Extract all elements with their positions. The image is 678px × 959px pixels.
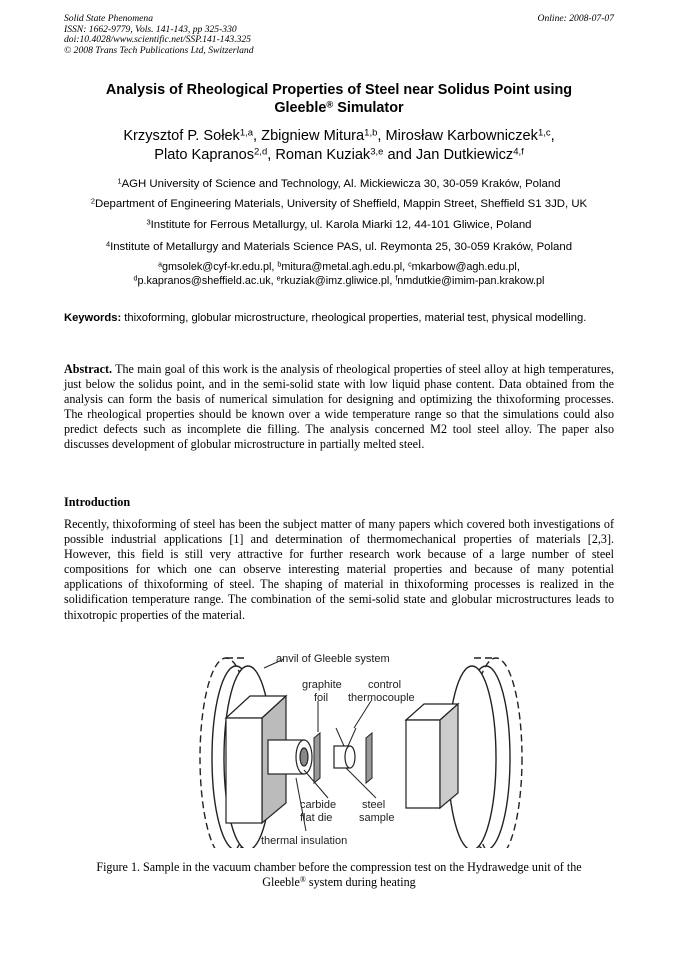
introduction-paragraph: Recently, thixoforming of steel has been the subject matter of many papers which covered both investigations of possible industrial applications [1] and determination of thermomechanical properties of materials [2,3]. However, this field is still very attractive for further research work because of a large number of steel compositions for which one can observe interesting material properties and because of many potential applications of thixoforming of steel. The shaping of material in thixoforming processes is realized in the solidification temperature range. The combination of the semi-solid state and globular microstructures leads to thixotropic properties of the material. — [64, 517, 614, 622]
figure-gleeble-setup — [196, 648, 526, 848]
author-sup: 1,c — [537, 127, 551, 139]
doi-line: doi:10.4028/www.scientific.net/SSP.141-143.325 — [64, 34, 251, 46]
abstract-text: The main goal of this work is the analysis of rheological properties of steel alloy at high temperatures, just below the solidus point, and in the semi-solid state with low liquid phase content. Data obtained from the analysis can form the basis of numerical simulation for designing and optimizing the thixoforming processes. The rheological properties should be known over a wide temperature range so that the simulations could also predict defects such as incomplete die filling. The analysis concerned M2 tool steel alloy. The paper also discusses development of globular microstructure in partially melted steel. — [64, 362, 614, 452]
caption-registered-mark: ® — [299, 875, 306, 885]
email-address[interactable]: nmdutkie@imim-pan.krakow.pl — [397, 275, 545, 287]
figure-caption — [64, 860, 614, 890]
caption-tail: system during heating — [305, 875, 416, 889]
keywords-text: thixoforming, globular microstructure, rheological properties, material test, physical modelling. — [121, 312, 587, 324]
email-line-2 — [64, 274, 614, 288]
email-address[interactable]: mitura@metal.agh.edu.pl, — [281, 261, 409, 273]
journal-name: Solid State Phenomena — [64, 13, 153, 24]
label-foil: foil — [314, 692, 329, 704]
email-sup: a — [158, 261, 163, 269]
caption-line-2 — [64, 875, 614, 890]
email-address[interactable]: p.kapranos@sheffield.ac.uk, — [137, 275, 277, 287]
affiliation-sup: 2 — [90, 196, 95, 206]
author-sup: 1,b — [364, 127, 378, 139]
steel-sample — [334, 746, 355, 768]
affiliation — [40, 177, 638, 191]
email-sup: c — [408, 261, 412, 269]
graphite-foil — [314, 733, 320, 783]
email-list — [64, 260, 614, 288]
author-sup: 3,e — [370, 146, 384, 158]
author-sup: 4,f — [513, 146, 524, 158]
affiliation — [40, 240, 638, 254]
label-sample: sample — [359, 812, 395, 824]
right-anvil — [448, 658, 522, 848]
thermocouple — [336, 728, 356, 746]
affiliation-sup: 1 — [117, 176, 122, 186]
author-sup: 1,a — [239, 127, 254, 139]
caption-line-1: Figure 1. Sample in the vacuum chamber before the compression test on the Hydrawedge unit of the — [96, 860, 582, 874]
label-thermal-insulation: thermal insulation — [261, 835, 348, 847]
title-line-2 — [64, 99, 614, 117]
abstract-paragraph — [64, 362, 614, 453]
paper-title — [64, 81, 614, 117]
email-address[interactable]: mkarbow@agh.edu.pl, — [411, 261, 520, 273]
introduction-heading: Introduction — [64, 495, 131, 509]
author-name: Plato Kapranos — [154, 147, 255, 163]
journal-header — [64, 14, 254, 56]
affiliation-sup: 4 — [105, 239, 111, 249]
email-address[interactable]: rkuziak@imz.gliwice.pl, — [280, 275, 396, 287]
keywords-label: Keywords: — [64, 312, 122, 324]
figure-diagram — [196, 648, 526, 848]
email-sup: d — [133, 275, 138, 283]
label-steel: steel — [362, 799, 386, 811]
label-graphite: graphite — [302, 679, 342, 691]
author-line-2 — [64, 146, 614, 165]
label-carbide: carbide — [300, 799, 337, 811]
affiliation-text: AGH University of Science and Technology, Al. Mickiewicza 30, 30-059 Kraków, Poland — [121, 178, 561, 190]
caption-gleeble: Gleeble — [262, 875, 300, 889]
issn-line: ISSN: 1662-9779, Vols. 141-143, pp 325-330 — [64, 23, 237, 35]
right-foil — [366, 733, 372, 783]
email-sup: b — [277, 261, 282, 269]
carbide-die — [268, 740, 312, 774]
label-thermocouple: thermocouple — [348, 692, 415, 704]
affiliation-text: Department of Engineering Materials, University of Sheffield, Mappin Street, Sheffield S1 3JD, UK — [94, 198, 588, 210]
email-sup: e — [276, 275, 281, 283]
email-sup: f — [395, 275, 398, 283]
label-flat-die: flat die — [300, 812, 333, 824]
abstract-label: Abstract. — [64, 362, 113, 376]
affiliation — [40, 197, 638, 211]
author-name: , Roman Kuziak — [267, 147, 371, 163]
author-name: Krzysztof P. Sołek — [123, 128, 240, 144]
online-date: Online: 2008-07-07 — [537, 13, 614, 24]
title-line-1: Analysis of Rheological Properties of Steel near Solidus Point using — [105, 82, 573, 98]
affiliation-sup: 3 — [146, 217, 151, 227]
email-address[interactable]: gmsolek@cyf-kr.edu.pl, — [162, 261, 278, 273]
affiliation-text: Institute for Ferrous Metallurgy, ul. Karola Miarki 12, 44-101 Gliwice, Poland — [150, 219, 532, 231]
keywords-paragraph — [64, 311, 614, 325]
author-name: , Mirosław Karbowniczek — [377, 128, 538, 144]
title-registered-mark: ® — [326, 99, 334, 110]
author-sup: 2,d — [254, 146, 268, 158]
email-line-1 — [64, 260, 614, 274]
copyright-line: © 2008 Trans Tech Publications Ltd, Switzerland — [64, 44, 254, 56]
title-simulator: Simulator — [333, 100, 404, 116]
author-name: and Jan Dutkiewicz — [383, 147, 514, 163]
affiliation-text: Institute of Metallurgy and Materials Science PAS, ul. Reymonta 25, 30-059 Kraków, Poland — [110, 241, 573, 253]
right-die-block — [406, 704, 458, 808]
author-name: , Zbigniew Mitura — [253, 128, 365, 144]
label-anvil: anvil of Gleeble system — [276, 653, 390, 665]
author-separator: , — [550, 128, 555, 144]
author-list — [64, 127, 614, 165]
label-control: control — [368, 679, 402, 691]
title-gleeble: Gleeble — [274, 100, 327, 116]
affiliation — [40, 218, 638, 232]
author-line-1 — [64, 127, 614, 146]
